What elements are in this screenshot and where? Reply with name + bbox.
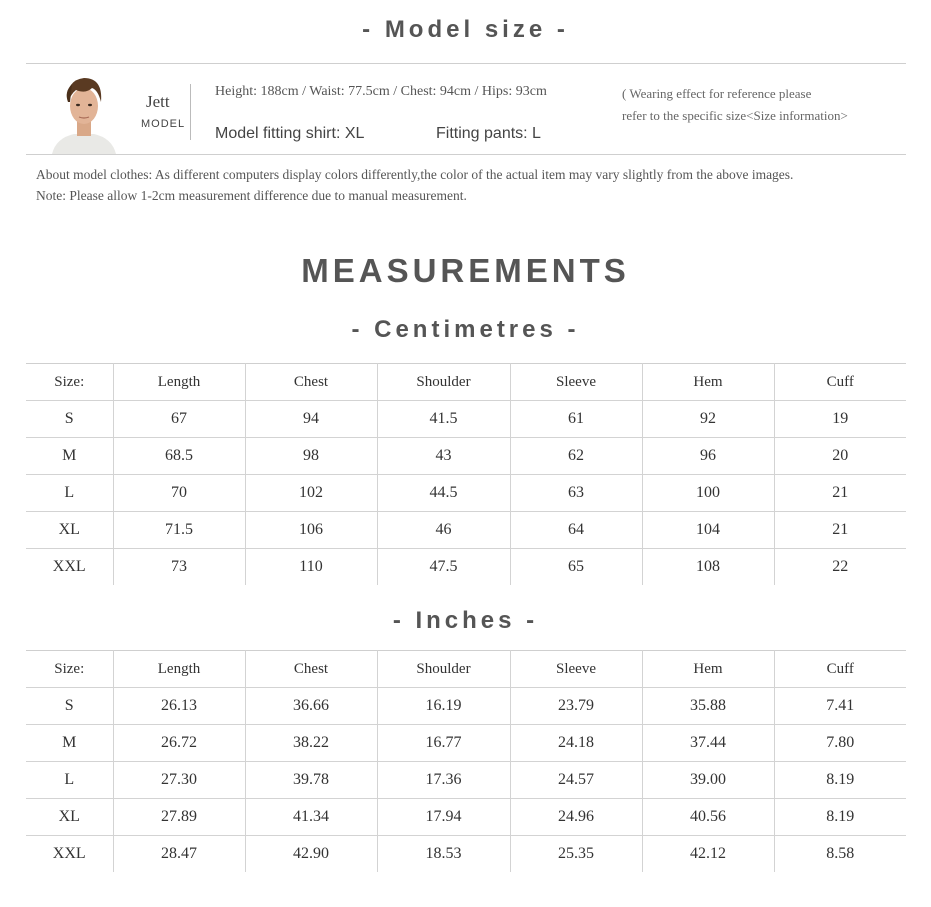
table-cell: XL	[26, 799, 113, 836]
table-cell: 23.79	[510, 688, 642, 725]
table-cell: 92	[642, 401, 774, 438]
header-cell: Shoulder	[377, 651, 510, 688]
table-cell: 67	[113, 401, 245, 438]
table-cell: 25.35	[510, 836, 642, 873]
table-cell: 61	[510, 401, 642, 438]
table-cell: 22	[774, 549, 906, 586]
model-fitting-shirt: Model fitting shirt: XL	[215, 125, 365, 142]
table-cell: 71.5	[113, 512, 245, 549]
header-cell: Length	[113, 364, 245, 401]
divider	[190, 84, 191, 140]
table-row	[26, 799, 906, 836]
table-cell: 46	[377, 512, 510, 549]
header-cell: Size:	[26, 651, 113, 688]
header-cell: Hem	[642, 364, 774, 401]
table-cell: 102	[245, 475, 377, 512]
table-cell: M	[26, 725, 113, 762]
table-cell: 40.56	[642, 799, 774, 836]
table-row	[26, 725, 906, 762]
table-cell: 68.5	[113, 438, 245, 475]
table-cell: 36.66	[245, 688, 377, 725]
table-cell: 94	[245, 401, 377, 438]
table-cell: L	[26, 762, 113, 799]
divider	[26, 63, 906, 64]
table-cell: 73	[113, 549, 245, 586]
table-cell: 38.22	[245, 725, 377, 762]
table-cell: 17.94	[377, 799, 510, 836]
table-cell: 24.18	[510, 725, 642, 762]
centimetres-title: - Centimetres -	[351, 316, 580, 343]
inches-table	[26, 650, 906, 872]
table-cell: 41.34	[245, 799, 377, 836]
table-cell: 96	[642, 438, 774, 475]
model-name: Jett	[146, 92, 170, 111]
header-cell: Hem	[642, 651, 774, 688]
measurement-note: Note: Please allow 1-2cm measurement difference due to manual measurement.	[36, 188, 467, 203]
table-cell: 62	[510, 438, 642, 475]
table-cell: 16.19	[377, 688, 510, 725]
table-cell: 20	[774, 438, 906, 475]
header-cell: Length	[113, 651, 245, 688]
table-cell: 19	[774, 401, 906, 438]
table-cell: 26.72	[113, 725, 245, 762]
table-row	[26, 762, 906, 799]
table-cell: 8.19	[774, 799, 906, 836]
header-cell: Sleeve	[510, 364, 642, 401]
table-cell: 110	[245, 549, 377, 586]
table-cell: 43	[377, 438, 510, 475]
table-cell: 21	[774, 475, 906, 512]
table-cell: 8.19	[774, 762, 906, 799]
table-cell: 26.13	[113, 688, 245, 725]
table-cell: 24.96	[510, 799, 642, 836]
table-cell: 7.41	[774, 688, 906, 725]
table-row	[26, 401, 906, 438]
table-row	[26, 512, 906, 549]
model-photo	[48, 72, 120, 154]
table-cell: 21	[774, 512, 906, 549]
table-cell: 44.5	[377, 475, 510, 512]
table-cell: 70	[113, 475, 245, 512]
table-cell: 98	[245, 438, 377, 475]
model-fitting-pants: Fitting pants: L	[436, 125, 541, 142]
header-cell: Shoulder	[377, 364, 510, 401]
table-cell: 24.57	[510, 762, 642, 799]
color-note: About model clothes: As different computers display colors differently,the color of the actual item may vary slightly from the above images.	[36, 167, 794, 182]
table-cell: XL	[26, 512, 113, 549]
centimetres-table	[26, 363, 906, 585]
table-row	[26, 688, 906, 725]
table-row	[26, 836, 906, 873]
measurements-title: MEASUREMENTS	[301, 252, 630, 289]
inches-title: - Inches -	[392, 607, 539, 634]
table-cell: 41.5	[377, 401, 510, 438]
table-row	[26, 475, 906, 512]
table-cell: 28.47	[113, 836, 245, 873]
table-cell: 108	[642, 549, 774, 586]
table-cell: 7.80	[774, 725, 906, 762]
reference-note-line2: refer to the specific size<Size information>	[622, 108, 848, 123]
header-cell: Cuff	[774, 364, 906, 401]
table-header-row	[26, 651, 906, 688]
model-size-title: - Model size -	[362, 16, 569, 43]
header-cell: Chest	[245, 364, 377, 401]
table-cell: 27.30	[113, 762, 245, 799]
table-cell: 106	[245, 512, 377, 549]
divider	[26, 154, 906, 155]
table-cell: 17.36	[377, 762, 510, 799]
table-row	[26, 438, 906, 475]
table-cell: 63	[510, 475, 642, 512]
table-cell: M	[26, 438, 113, 475]
table-cell: 37.44	[642, 725, 774, 762]
reference-note-line1: ( Wearing effect for reference please	[622, 86, 812, 101]
table-header-row	[26, 364, 906, 401]
header-cell: Sleeve	[510, 651, 642, 688]
table-cell: 39.78	[245, 762, 377, 799]
table-cell: 18.53	[377, 836, 510, 873]
table-cell: S	[26, 401, 113, 438]
table-cell: 27.89	[113, 799, 245, 836]
table-cell: 42.12	[642, 836, 774, 873]
table-cell: 16.77	[377, 725, 510, 762]
table-cell: 8.58	[774, 836, 906, 873]
table-cell: XXL	[52, 845, 86, 862]
table-cell: L	[26, 475, 113, 512]
table-cell: 100	[642, 475, 774, 512]
table-cell: 47.5	[377, 549, 510, 586]
header-cell: Chest	[245, 651, 377, 688]
table-cell: 39.00	[642, 762, 774, 799]
model-tag: MODEL	[141, 118, 186, 130]
table-cell: XXL	[52, 558, 86, 575]
model-stats: Height: 188cm / Waist: 77.5cm / Chest: 94cm / Hips: 93cm	[215, 84, 547, 99]
table-cell: 65	[510, 549, 642, 586]
table-row	[26, 549, 906, 586]
table-cell: S	[26, 688, 113, 725]
table-cell: 64	[510, 512, 642, 549]
header-cell: Cuff	[774, 651, 906, 688]
table-cell: 35.88	[642, 688, 774, 725]
header-cell: Size:	[26, 364, 113, 401]
table-cell: 104	[642, 512, 774, 549]
table-cell: 42.90	[245, 836, 377, 873]
